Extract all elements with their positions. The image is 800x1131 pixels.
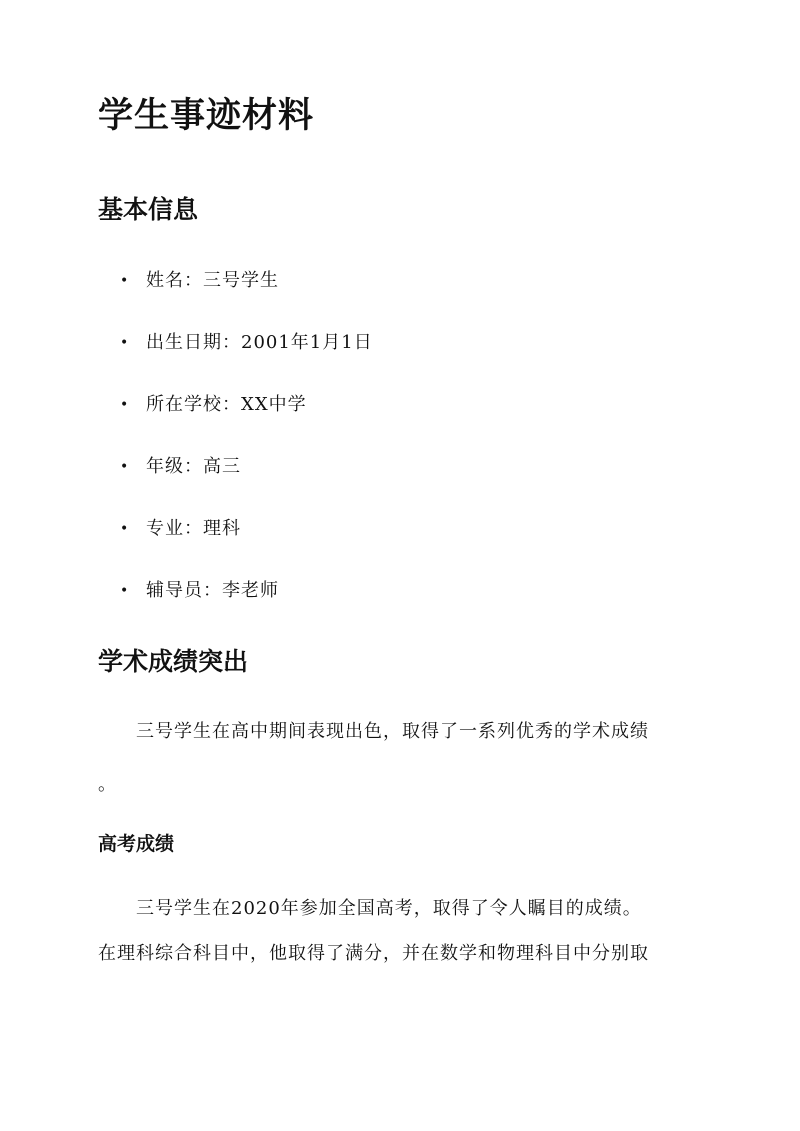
basic-info-list xyxy=(120,266,373,638)
section-heading-academic: 学术成绩突出 xyxy=(98,647,249,676)
bullet-icon: • xyxy=(120,459,130,475)
academic-paragraph-line-2: 。 xyxy=(98,774,117,795)
gaokao-paragraph-line-2: 在理科综合科目中，他取得了满分，并在数学和物理科目中分别取 xyxy=(98,943,649,964)
bullet-icon: • xyxy=(120,335,130,351)
list-item xyxy=(120,328,373,390)
info-text-school: 所在学校：XX中学 xyxy=(146,394,307,415)
info-text-major: 专业：理科 xyxy=(146,518,241,539)
section-heading-gaokao: 高考成绩 xyxy=(98,833,175,855)
list-item xyxy=(120,266,373,328)
section-heading-basic-info: 基本信息 xyxy=(98,195,199,224)
bullet-icon: • xyxy=(120,273,130,289)
document-title: 学生事迹材料 xyxy=(98,96,315,136)
info-text-grade: 年级：高三 xyxy=(146,456,241,477)
bullet-icon: • xyxy=(120,583,130,599)
info-text-counselor: 辅导员：李老师 xyxy=(146,580,279,601)
bullet-icon: • xyxy=(120,397,130,413)
info-text-birthdate: 出生日期：2001年1月1日 xyxy=(146,332,373,353)
info-text-name: 姓名：三号学生 xyxy=(146,270,279,291)
academic-paragraph-line-1: 三号学生在高中期间表现出色，取得了一系列优秀的学术成绩 xyxy=(136,721,649,742)
gaokao-paragraph-line-1: 三号学生在2020年参加全国高考，取得了令人瞩目的成绩。 xyxy=(136,898,642,919)
list-item xyxy=(120,452,373,514)
list-item xyxy=(120,390,373,452)
bullet-icon: • xyxy=(120,521,130,537)
list-item xyxy=(120,576,373,638)
list-item xyxy=(120,514,373,576)
